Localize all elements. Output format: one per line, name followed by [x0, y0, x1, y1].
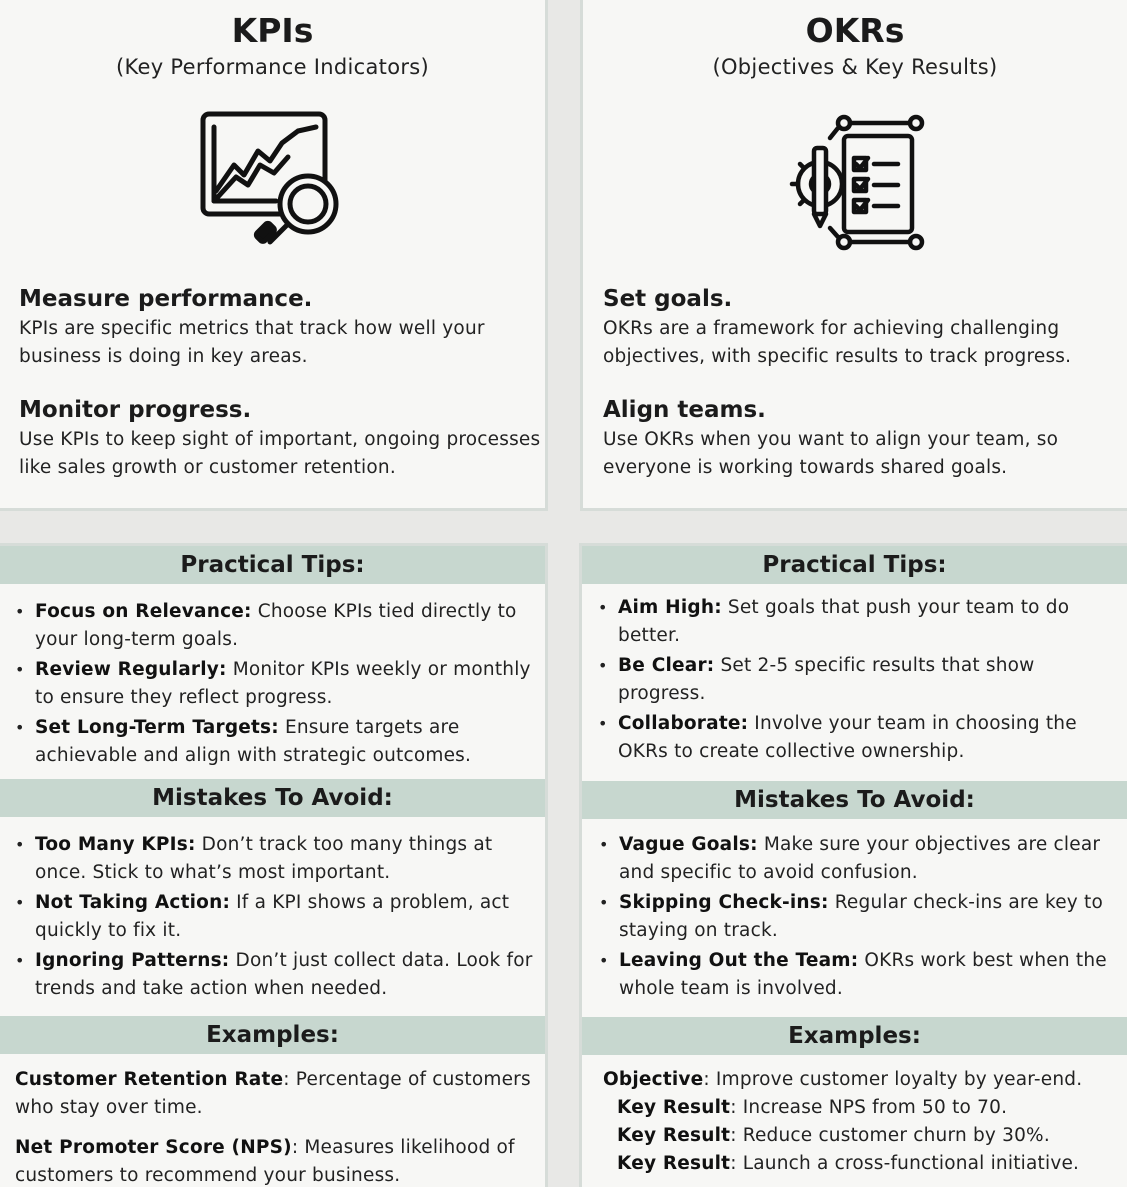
- list-item: Customer Retention Rate: Percentage of customers who stay over time.: [15, 1069, 531, 1118]
- okr-subtitle: (Objectives & Key Results): [712, 55, 998, 79]
- okr-title: OKRs: [805, 11, 905, 50]
- okr-examples: [603, 1066, 1127, 1178]
- okr-mistakes-heading: Mistakes To Avoid:: [582, 781, 1127, 819]
- okr-tips-heading: Practical Tips:: [582, 546, 1127, 584]
- okr-examples-heading: Examples:: [582, 1017, 1127, 1055]
- list-item: • Review Regularly: Monitor KPIs weekly or monthly to ensure they reflect progress.: [3, 656, 543, 712]
- kpi-overview-panel: [0, 0, 548, 511]
- kpi-tips-list: [3, 598, 543, 772]
- okr-tips-list: [586, 594, 1126, 768]
- kpi-tips-heading: Practical Tips:: [0, 546, 545, 584]
- okr-section-2-body: Use OKRs when you want to align your team, so everyone is working towards shared goals.: [603, 429, 1059, 478]
- kpi-examples-heading: Examples:: [0, 1016, 545, 1054]
- list-item: • Not Taking Action: If a KPI shows a problem, act quickly to fix it.: [3, 889, 543, 945]
- kpi-section-1-heading: Measure performance.: [19, 286, 313, 312]
- list-item: • Focus on Relevance: Choose KPIs tied directly to your long-term goals.: [3, 598, 543, 654]
- kpi-section-2-heading: Monitor progress.: [19, 397, 252, 423]
- list-item: • Collaborate: Involve your team in choosing the OKRs to create collective ownership.: [586, 710, 1126, 766]
- list-item: Key Result: Reduce customer churn by 30%.: [617, 1125, 1050, 1146]
- kpi-section-2-body: Use KPIs to keep sight of important, ongoing processes like sales growth or customer retention.: [19, 429, 541, 478]
- kpi-mistakes-list: [3, 831, 543, 1005]
- kpi-title: KPIs: [231, 11, 314, 50]
- okr-section-1-heading: Set goals.: [603, 286, 733, 312]
- list-item: • Ignoring Patterns: Don’t just collect data. Look for trends and take action when needed.: [3, 947, 543, 1003]
- okr-section-2-heading: Align teams.: [603, 397, 766, 423]
- list-item: • Leaving Out the Team: OKRs work best when the whole team is involved.: [587, 947, 1127, 1003]
- list-item: Key Result: Launch a cross-functional initiative.: [617, 1153, 1080, 1174]
- okr-overview-panel: [580, 0, 1127, 511]
- list-item: • Skipping Check-ins: Regular check-ins are key to staying on track.: [587, 889, 1127, 945]
- okr-mistakes-list: [587, 831, 1127, 1005]
- list-item: Objective: Improve customer loyalty by year-end.: [603, 1069, 1083, 1090]
- kpi-subtitle: (Key Performance Indicators): [115, 55, 430, 79]
- kpi-section-1-body: KPIs are specific metrics that track how well your business is doing in key areas.: [19, 318, 485, 367]
- kpi-details-panel: [0, 543, 548, 1187]
- list-item: • Too Many KPIs: Don’t track too many things at once. Stick to what’s most important.: [3, 831, 543, 887]
- okr-details-panel: [579, 543, 1127, 1187]
- list-item: • Be Clear: Set 2-5 specific results that show progress.: [586, 652, 1126, 708]
- list-item: Net Promoter Score (NPS): Measures likelihood of customers to recommend your business.: [15, 1137, 515, 1186]
- okr-section-1-body: OKRs are a framework for achieving challenging objectives, with specific results to track progress.: [603, 318, 1072, 367]
- kpi-mistakes-heading: Mistakes To Avoid:: [0, 779, 545, 817]
- list-item: • Aim High: Set goals that push your team to do better.: [586, 594, 1126, 650]
- chart-magnifier-icon: [198, 109, 348, 258]
- checklist-gear-icon: [788, 114, 938, 258]
- list-item: • Vague Goals: Make sure your objectives are clear and specific to avoid confusion.: [587, 831, 1127, 887]
- kpi-examples: [15, 1066, 535, 1187]
- list-item: • Set Long-Term Targets: Ensure targets are achievable and align with strategic outcomes.: [3, 714, 543, 770]
- list-item: Key Result: Increase NPS from 50 to 70.: [617, 1097, 1008, 1118]
